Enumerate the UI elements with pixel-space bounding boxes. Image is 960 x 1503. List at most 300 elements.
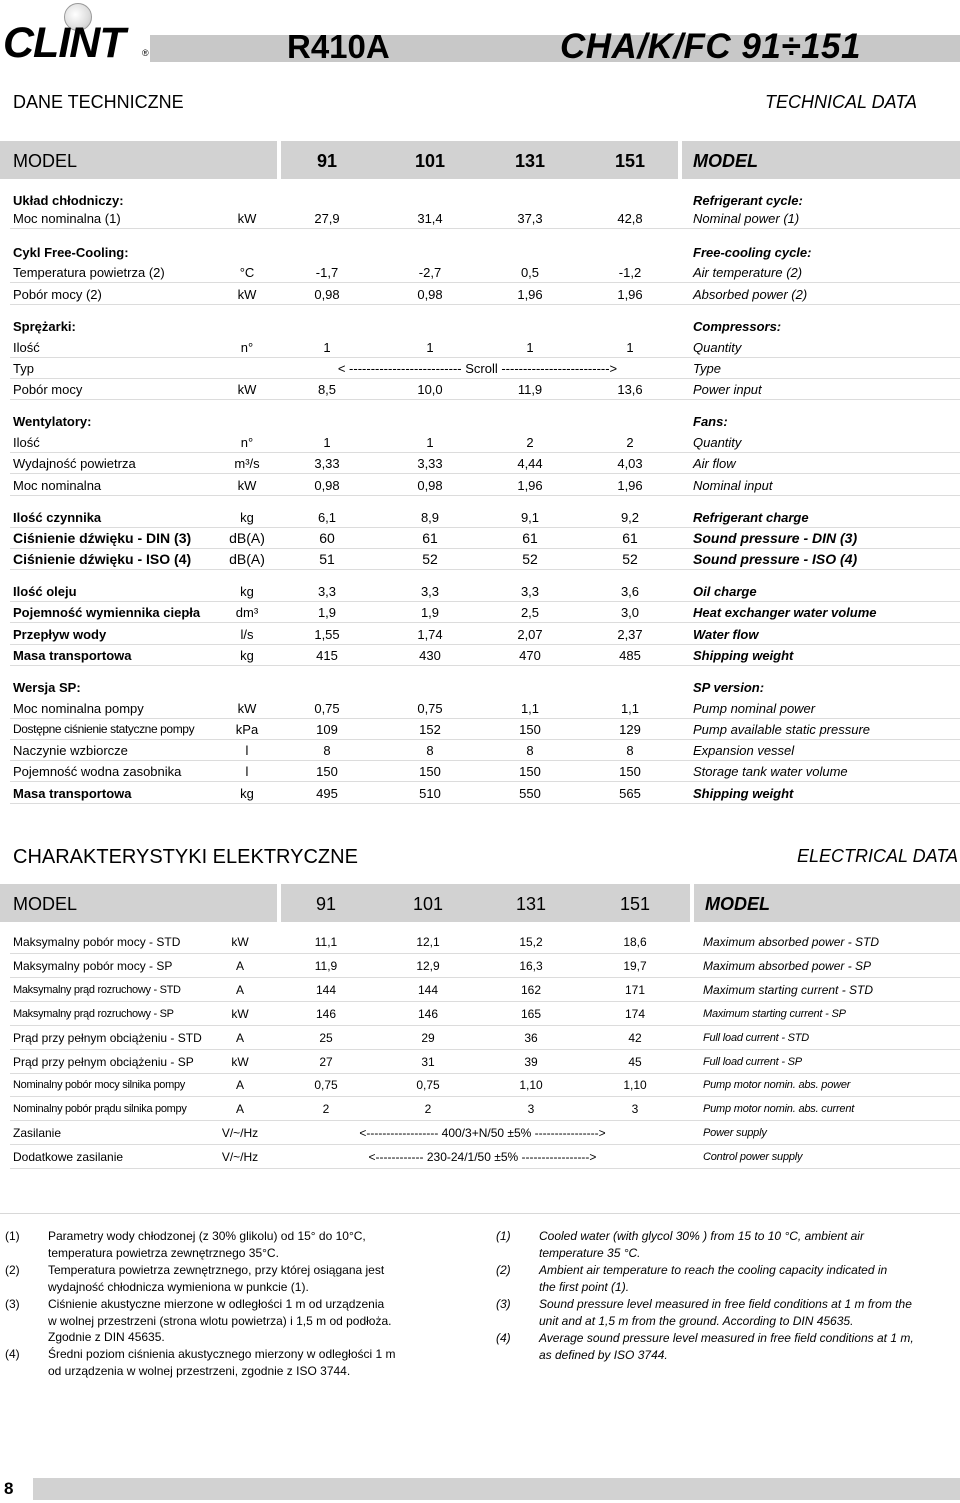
row-label-pl: Moc nominalna pompy (13, 701, 144, 716)
row-value-131: 2 (526, 435, 534, 450)
row-label-pl: Prąd przy pełnym obciążeniu - STD (13, 1031, 202, 1045)
row-label-en: Refrigerant charge (693, 510, 809, 525)
row-label-pl: Maksymalny pobór mocy - STD (13, 935, 181, 949)
row-unit: A (235, 1102, 244, 1116)
row-label-en: Air flow (693, 456, 736, 471)
row-value-151: 565 (619, 786, 641, 801)
row-value-131: 162 (520, 983, 542, 997)
row-label-en: Fans: (693, 414, 728, 429)
row-label-en: Full load current - STD (703, 1032, 810, 1044)
footnote-line: temperature 35 °C. (539, 1245, 641, 1260)
row-value-131: 52 (522, 551, 538, 567)
model-label: MODEL (13, 151, 78, 171)
row-unit: A (235, 959, 244, 973)
technical-model-bar (0, 141, 960, 179)
row-label-en: Nominal input (693, 478, 773, 493)
row-value-91: 0,75 (314, 701, 340, 716)
row-divider (10, 622, 960, 623)
table-row (0, 645, 960, 666)
row-unit: V/~/Hz (221, 1126, 259, 1140)
table-row (0, 624, 960, 645)
table-row (0, 316, 960, 337)
row-label-en: SP version: (693, 680, 765, 695)
row-value-101: 3,3 (420, 584, 440, 599)
row-unit: V/~/Hz (221, 1150, 259, 1164)
table-row (0, 1026, 960, 1050)
row-value-101: 12,9 (416, 959, 440, 973)
row-value-131: 1,1 (520, 701, 540, 716)
electrical-title-en: ELECTRICAL DATA (796, 846, 958, 866)
row-label-pl: Wentylatory: (13, 414, 92, 429)
row-value-91: 144 (315, 983, 337, 997)
row-value-131: 2,5 (520, 605, 540, 620)
table-row (0, 358, 960, 379)
row-value-101: 0,75 (416, 1078, 440, 1092)
footnote-number: (3) (496, 1297, 511, 1311)
footnote-text (48, 1228, 366, 1261)
row-unit: kW (237, 478, 257, 493)
row-divider (10, 473, 960, 474)
row-value-101: -2,7 (418, 265, 442, 280)
row-value-91: 51 (319, 551, 335, 567)
table-row (0, 242, 960, 263)
table-row (0, 698, 960, 719)
model-label-en: MODEL (705, 894, 770, 914)
footer-band (0, 1478, 960, 1500)
row-value-131: 3 (527, 1102, 535, 1116)
footnote-line: Cooled water (with glycol 30% ) from 15 to 10 °C, ambient air (539, 1229, 864, 1243)
row-label-en: Quantity (693, 435, 742, 450)
table-row (0, 761, 960, 782)
model-131: 131 (515, 894, 547, 914)
footnote-line: unit and at 1,5 m from the ground. According to DIN 45635. (539, 1313, 854, 1328)
row-label-pl: Nominalny pobór mocy silnika pompy (13, 1079, 185, 1091)
row-value-91: 11,9 (314, 959, 338, 973)
row-label-en: Maximum starting current - STD (703, 983, 874, 997)
row-divider (10, 781, 960, 782)
row-value-151: 3,6 (620, 584, 640, 599)
row-value-91: 1,9 (317, 605, 337, 620)
footnote-line: w wolnej przestrzeni (strona wlotu powietrza) i 1,5 m od podłoża. (48, 1313, 392, 1328)
row-value-131: 9,1 (520, 510, 540, 525)
row-unit: kW (237, 382, 257, 397)
row-label-en: Maximum absorbed power - SP (703, 959, 872, 973)
row-divider (10, 282, 960, 283)
row-value-131: 11,9 (517, 382, 543, 397)
row-value-101: 10,0 (417, 382, 443, 397)
row-label-pl: Układ chłodniczy: (13, 193, 124, 208)
row-label-pl: Maksymalny prąd rozruchowy - SP (13, 1008, 174, 1020)
row-label-pl: Maksymalny prąd rozruchowy - STD (13, 984, 181, 996)
row-label-en: Pump motor nomin. abs. power (703, 1079, 851, 1091)
row-value-151: 19,7 (623, 959, 647, 973)
row-value-151: 52 (622, 551, 638, 567)
row-value-101: 152 (419, 722, 441, 737)
table-row (0, 411, 960, 432)
row-unit: A (235, 983, 244, 997)
row-divider (10, 665, 960, 666)
row-unit: kg (240, 648, 254, 663)
row-label-pl: Dodatkowe zasilanie (13, 1150, 124, 1164)
model-91: 91 (316, 151, 338, 171)
row-value-101: 1 (426, 435, 434, 450)
row-value-151: 1,10 (623, 1078, 647, 1092)
row-value-151: 42,8 (617, 211, 643, 226)
row-label-pl: Prąd przy pełnym obciążeniu - SP (13, 1055, 194, 1069)
table-row (0, 549, 960, 570)
row-value-91: 0,98 (314, 287, 340, 302)
footnote-text (539, 1262, 887, 1295)
row-label-pl: Pojemność wodna zasobnika (13, 764, 182, 779)
row-value-151: 2 (626, 435, 634, 450)
table-row (0, 1097, 960, 1121)
row-value-131: 61 (522, 530, 538, 546)
table-row (0, 930, 960, 954)
row-value-101: 510 (419, 786, 441, 801)
row-label-pl: Maksymalny pobór mocy - SP (13, 959, 173, 973)
row-label-pl: Typ (13, 361, 34, 376)
row-label-pl: Ilość czynnika (13, 510, 102, 525)
series-title: CHA/K/FC 91÷151 (560, 27, 861, 66)
row-unit: kW (237, 287, 257, 302)
row-label-pl: Ilość (13, 435, 40, 450)
row-label-en: Full load current - SP (703, 1056, 802, 1068)
row-value-101: 52 (422, 551, 438, 567)
table-row (0, 783, 960, 804)
row-value-131: 36 (524, 1031, 538, 1045)
row-span-value: < -------------------------- Scroll -------------------------> (337, 361, 618, 376)
row-value-131: 15,2 (519, 935, 543, 949)
row-label-pl: Zasilanie (13, 1126, 62, 1140)
row-value-151: 150 (619, 764, 641, 779)
row-divider (10, 495, 960, 496)
row-label-en: Nominal power (1) (693, 211, 800, 226)
row-label-en: Sound pressure - ISO (4) (693, 551, 858, 567)
row-label-en: Heat exchanger water volume (693, 605, 877, 620)
footnote-line: Average sound pressure level measured in free field conditions at 1 m, (539, 1331, 914, 1345)
row-label-pl: Pobór mocy (2) (13, 287, 102, 302)
row-divider (10, 399, 960, 400)
row-unit: kW (231, 1055, 249, 1069)
row-value-101: 1 (426, 340, 434, 355)
row-label-pl: Sprężarki: (13, 319, 76, 334)
row-unit: dm³ (235, 605, 259, 620)
row-value-131: 16,3 (519, 959, 543, 973)
row-value-91: 1,55 (314, 627, 340, 642)
row-unit: kg (240, 510, 254, 525)
row-value-101: 0,98 (417, 287, 443, 302)
row-label-pl: Wersja SP: (13, 680, 81, 695)
row-value-91: 8 (323, 743, 331, 758)
footnote-text (539, 1296, 912, 1329)
row-unit: kW (231, 935, 249, 949)
model-151: 151 (619, 894, 651, 914)
brand-logo: CLINT (3, 19, 125, 67)
row-unit: dB(A) (229, 530, 265, 546)
row-value-91: 11,1 (314, 935, 338, 949)
footnote-line: od urządzenia w wolnej przestrzeni, zgodnie z ISO 3744. (48, 1363, 351, 1378)
footnote-text (48, 1262, 384, 1295)
table-row (0, 208, 960, 229)
row-value-101: 3,33 (417, 456, 443, 471)
table-row (0, 740, 960, 761)
row-unit: l/s (240, 627, 254, 642)
row-label-en: Type (693, 361, 721, 376)
row-value-131: 1,96 (517, 287, 543, 302)
row-value-101: 31 (421, 1055, 435, 1069)
footnote-line: Sound pressure level measured in free field conditions at 1 m from the (539, 1297, 912, 1311)
row-label-pl: Ilość oleju (13, 584, 77, 599)
footnote-line: wydajność chłodnicza wymieniona w punkcie (1). (48, 1279, 309, 1294)
registered-mark: ® (142, 48, 149, 58)
row-unit: m³/s (234, 456, 260, 471)
row-value-101: 146 (417, 1007, 439, 1021)
model-91: 91 (315, 894, 337, 914)
footnote-line: Temperatura powietrza zewnętrznego, przy której osiągana jest (48, 1263, 385, 1277)
row-unit: kW (231, 1007, 249, 1021)
row-value-151: 1,96 (617, 287, 643, 302)
row-label-pl: Dostępne ciśnienie statyczne pompy (13, 722, 195, 736)
row-unit: n° (240, 435, 254, 450)
row-value-131: 39 (524, 1055, 538, 1069)
row-value-151: -1,2 (618, 265, 642, 280)
table-row (0, 475, 960, 496)
row-unit: kW (237, 701, 257, 716)
row-label-pl: Moc nominalna (13, 478, 102, 493)
footnote-number: (1) (5, 1229, 20, 1243)
row-value-151: 1,1 (620, 701, 640, 716)
row-unit: l (245, 764, 249, 779)
row-value-91: 1 (323, 340, 331, 355)
row-label-en: Pump available static pressure (693, 722, 871, 737)
row-label-en: Control power supply (703, 1151, 803, 1163)
footnote-line: Ciśnienie akustyczne mierzone w odległości 1 m od urządzenia (48, 1297, 385, 1311)
row-value-101: 150 (419, 764, 441, 779)
technical-title-en: TECHNICAL DATA (764, 92, 917, 112)
row-value-101: 0,75 (417, 701, 443, 716)
row-value-151: 42 (628, 1031, 642, 1045)
row-label-en: Refrigerant cycle: (693, 193, 803, 208)
row-label-en: Oil charge (693, 584, 757, 599)
row-unit: A (235, 1031, 244, 1045)
footnote-line: Ambient air temperature to reach the cooling capacity indicated in (539, 1263, 888, 1277)
model-label: MODEL (13, 894, 78, 914)
row-value-131: 4,44 (517, 456, 543, 471)
footnote-divider (0, 1213, 960, 1214)
row-value-91: 60 (319, 530, 335, 546)
row-value-131: 470 (519, 648, 541, 663)
row-label-pl: Cykl Free-Cooling: (13, 245, 129, 260)
row-value-131: 1,96 (517, 478, 543, 493)
row-unit: °C (239, 265, 255, 280)
electrical-title-pl: CHARAKTERYSTYKI ELEKTRYCZNE (13, 846, 358, 868)
row-value-131: 37,3 (517, 211, 543, 226)
row-label-pl: Naczynie wzbiorcze (13, 743, 128, 758)
footnote-line: Zgodnie z DIN 45635. (48, 1330, 165, 1345)
row-value-131: 150 (519, 764, 541, 779)
row-value-131: 2,07 (517, 627, 543, 642)
row-span-value: <------------ 230-24/1/50 ±5% -----------------> (368, 1150, 597, 1164)
row-value-91: 27,9 (314, 211, 340, 226)
row-label-en: Sound pressure - DIN (3) (693, 530, 858, 546)
row-label-en: Absorbed power (2) (693, 287, 808, 302)
row-label-en: Expansion vessel (693, 743, 795, 758)
table-row (0, 978, 960, 1002)
footnote-text (539, 1228, 864, 1261)
row-label-en: Shipping weight (693, 786, 794, 801)
row-value-151: 1 (626, 340, 634, 355)
row-unit: kW (237, 211, 257, 226)
row-value-131: 550 (519, 786, 541, 801)
refrigerant-title: R410A (287, 28, 390, 65)
table-row (0, 528, 960, 549)
table-row (0, 432, 960, 453)
table-row (0, 379, 960, 400)
row-label-pl: Moc nominalna (1) (13, 211, 121, 226)
footnote-number: (2) (5, 1263, 20, 1277)
row-value-151: 61 (622, 530, 638, 546)
table-row (0, 337, 960, 358)
row-value-91: 495 (316, 786, 338, 801)
row-value-91: -1,7 (315, 265, 339, 280)
row-value-101: 31,4 (417, 211, 443, 226)
row-value-91: 415 (316, 648, 338, 663)
row-value-131: 8 (526, 743, 534, 758)
row-divider (10, 569, 960, 570)
model-131: 131 (514, 151, 546, 171)
row-label-pl: Pobór mocy (13, 382, 83, 397)
table-row (0, 581, 960, 602)
footnote-number: (4) (496, 1331, 511, 1345)
row-value-131: 1,10 (519, 1078, 543, 1092)
row-value-101: 2 (424, 1102, 432, 1116)
row-unit: n° (240, 340, 254, 355)
row-unit: kg (240, 786, 254, 801)
row-value-91: 1 (323, 435, 331, 450)
row-label-en: Maximum absorbed power - STD (703, 935, 880, 949)
row-value-101: 12,1 (416, 935, 440, 949)
footnote-text (48, 1346, 396, 1379)
row-label-pl: Masa transportowa (13, 648, 132, 663)
model-101: 101 (414, 151, 446, 171)
row-value-151: 485 (619, 648, 641, 663)
row-value-91: 3,3 (317, 584, 337, 599)
row-value-91: 3,33 (314, 456, 340, 471)
row-value-151: 8 (626, 743, 634, 758)
row-value-101: 0,98 (417, 478, 443, 493)
footnote-text (539, 1330, 914, 1363)
row-value-101: 8,9 (420, 510, 440, 525)
footnote-line: Parametry wody chłodzonej (z 30% glikolu) od 15° do 10°C, (48, 1229, 366, 1243)
table-row (0, 1121, 960, 1145)
row-label-en: Power supply (703, 1127, 767, 1139)
row-value-101: 8 (426, 743, 434, 758)
row-value-101: 1,74 (417, 627, 443, 642)
row-label-en: Compressors: (693, 319, 782, 334)
row-label-en: Air temperature (2) (693, 265, 803, 280)
footnote-text (48, 1296, 392, 1346)
table-row (0, 453, 960, 474)
footnote-line: temperatura powietrza zewnętrznego 35°C. (48, 1245, 279, 1260)
row-value-151: 1,96 (617, 478, 643, 493)
row-value-91: 146 (315, 1007, 337, 1021)
row-value-151: 3 (631, 1102, 639, 1116)
row-unit: A (235, 1078, 244, 1092)
row-value-151: 129 (619, 722, 641, 737)
table-row (0, 284, 960, 305)
row-unit: kg (240, 584, 254, 599)
row-divider (10, 1168, 960, 1169)
footnote-number: (1) (496, 1229, 511, 1243)
page-number: 8 (4, 1479, 14, 1498)
electrical-model-bar (0, 884, 960, 922)
row-label-en: Pump nominal power (693, 701, 816, 716)
footnote-line: Średni poziom ciśnienia akustycznego mierzony w odległości 1 m (48, 1347, 396, 1361)
table-row (0, 1145, 960, 1169)
row-value-91: 6,1 (317, 510, 337, 525)
row-label-pl: Ciśnienie dźwięku - DIN (3) (13, 530, 192, 546)
table-row (0, 1073, 960, 1097)
row-label-pl: Masa transportowa (13, 786, 132, 801)
row-label-en: Maximum starting current - SP (703, 1008, 846, 1020)
model-label-en: MODEL (693, 151, 758, 171)
row-value-131: 1 (526, 340, 534, 355)
row-label-pl: Wydajność powietrza (13, 456, 136, 471)
row-span-value: <------------------ 400/3+N/50 ±5% ----------------> (359, 1126, 606, 1140)
row-value-91: 150 (316, 764, 338, 779)
table-row (0, 507, 960, 528)
table-row (0, 677, 960, 698)
footnote-line: as defined by ISO 3744. (539, 1347, 668, 1362)
row-label-en: Quantity (693, 340, 742, 355)
row-value-91: 0,98 (314, 478, 340, 493)
row-label-pl: Przepływ wody (13, 627, 107, 642)
row-value-101: 29 (421, 1031, 435, 1045)
table-row (0, 1002, 960, 1026)
row-value-151: 18,6 (623, 935, 647, 949)
row-value-101: 61 (422, 530, 438, 546)
row-value-131: 0,5 (520, 265, 540, 280)
technical-title-pl: DANE TECHNICZNE (13, 92, 184, 112)
row-value-151: 171 (624, 983, 646, 997)
row-value-151: 4,03 (617, 456, 643, 471)
row-value-91: 0,75 (314, 1078, 338, 1092)
row-value-151: 2,37 (617, 627, 643, 642)
row-divider (10, 228, 960, 229)
row-value-101: 430 (419, 648, 441, 663)
footnote-number: (4) (5, 1347, 20, 1361)
row-value-131: 150 (519, 722, 541, 737)
row-value-151: 45 (628, 1055, 642, 1069)
table-row (0, 602, 960, 623)
row-label-pl: Pojemność wymiennika ciepła (13, 605, 201, 620)
row-divider (10, 304, 960, 305)
row-label-en: Power input (693, 382, 762, 397)
model-151: 151 (614, 151, 646, 171)
table-row (0, 719, 960, 740)
row-label-en: Water flow (693, 627, 759, 642)
row-unit: l (245, 743, 249, 758)
row-value-131: 3,3 (520, 584, 540, 599)
row-label-pl: Ilość (13, 340, 40, 355)
row-value-91: 25 (319, 1031, 333, 1045)
row-label-pl: Nominalny pobór prądu silnika pompy (13, 1103, 187, 1115)
row-label-pl: Ciśnienie dźwięku - ISO (4) (13, 551, 192, 567)
row-unit: dB(A) (229, 551, 265, 567)
row-value-131: 165 (520, 1007, 542, 1021)
row-value-91: 2 (322, 1102, 330, 1116)
model-101: 101 (412, 894, 444, 914)
